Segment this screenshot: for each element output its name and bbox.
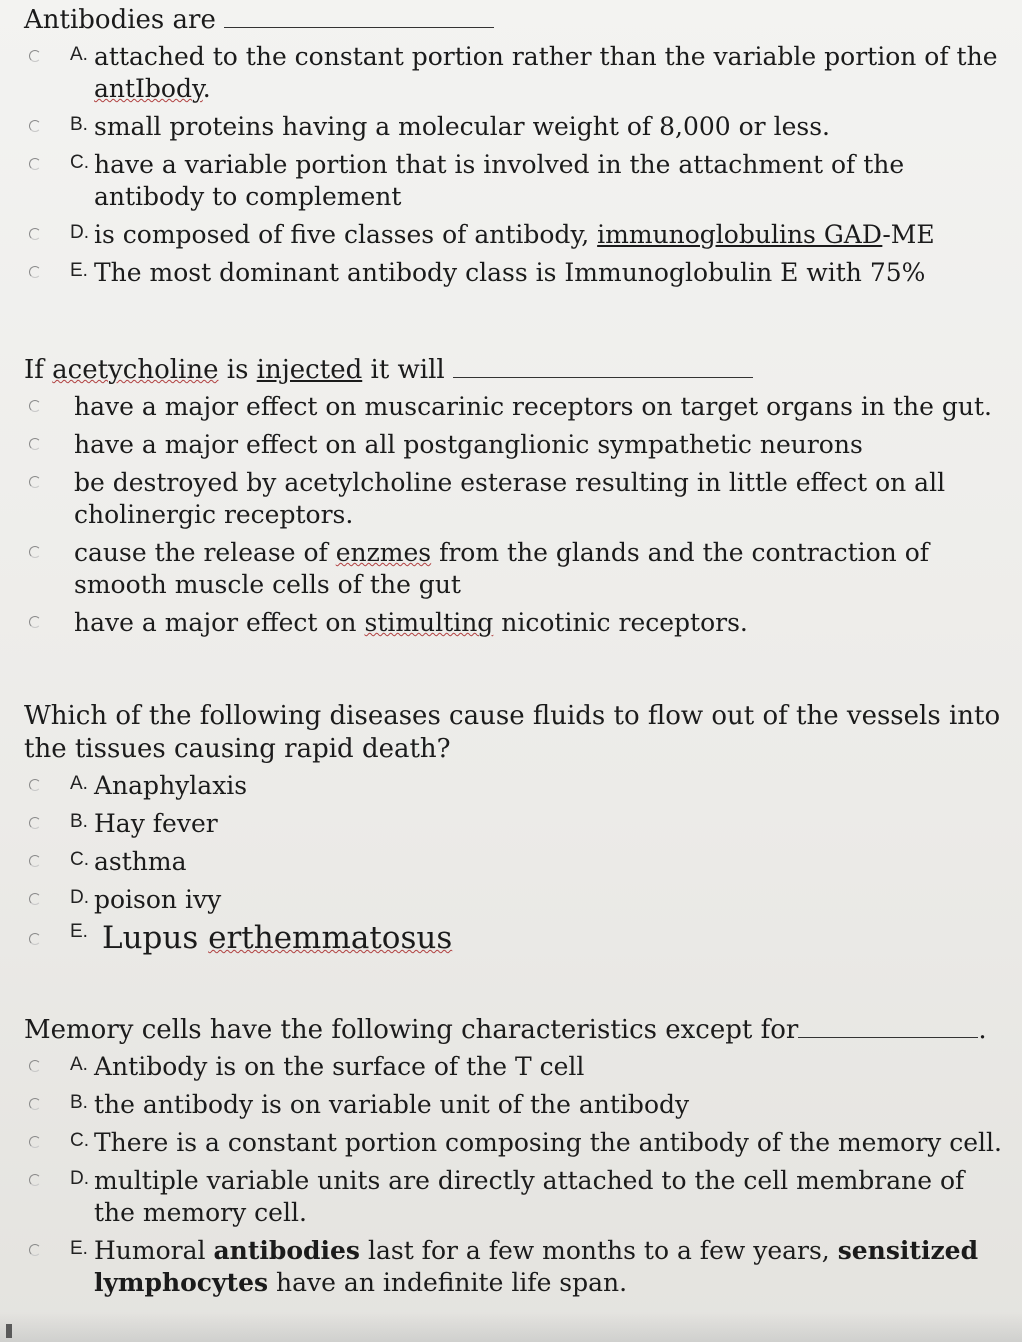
answer-blank [798, 1017, 978, 1038]
radio-button[interactable] [29, 120, 41, 132]
q4-option-a[interactable]: A. Antibody is on the surface of the T cell [24, 1051, 1002, 1083]
q3-option-b[interactable]: B. Hay fever [24, 808, 1002, 840]
answer-blank [453, 357, 753, 378]
question-2-text: If acetycholine is injected it will [24, 354, 1002, 387]
radio-button[interactable] [29, 855, 41, 867]
q4-option-d[interactable]: D. multiple variable units are directly attached to the cell membrane of the memory cell. [24, 1165, 1002, 1229]
q3-option-e[interactable]: E. Lupus erthemmatosus [24, 922, 1002, 954]
q4-option-c[interactable]: C. There is a constant portion composing the antibody of the memory cell. [24, 1127, 1002, 1159]
question-3-text: Which of the following diseases cause fluids to flow out of the vessels into the tissues causing rapid death? [24, 701, 1001, 764]
radio-button[interactable] [29, 893, 41, 905]
radio-button[interactable] [29, 438, 41, 450]
radio-button[interactable] [29, 158, 41, 170]
radio-button[interactable] [29, 228, 41, 240]
q2-option-3[interactable]: be destroyed by acetylcholine esterase resulting in little effect on all cholinergic receptors. [24, 467, 1002, 531]
radio-button[interactable] [29, 779, 41, 791]
q2-option-5[interactable]: have a major effect on stimulting nicotinic receptors. [24, 607, 1002, 639]
radio-button[interactable] [29, 1098, 41, 1110]
radio-button[interactable] [29, 1174, 41, 1186]
q1-option-c[interactable]: C. have a variable portion that is involved in the attachment of the antibody to complement [24, 149, 1002, 213]
q2-option-4[interactable]: cause the release of enzmes from the glands and the contraction of smooth muscle cells of the gut [24, 537, 1002, 601]
q2-option-2[interactable]: have a major effect on all postganglionic sympathetic neurons [24, 429, 1002, 461]
question-1-options [24, 41, 1002, 289]
radio-button[interactable] [29, 1136, 41, 1148]
q3-option-c[interactable]: C. asthma [24, 846, 1002, 878]
radio-button[interactable] [29, 616, 41, 628]
question-4-options [24, 1051, 1002, 1299]
q1-option-e[interactable]: E. The most dominant antibody class is Immunoglobulin E with 75% [24, 257, 1002, 289]
radio-button[interactable] [29, 546, 41, 558]
question-3-options [24, 770, 1002, 954]
question-4-text: Memory cells have the following characteristics except for . [24, 1015, 987, 1045]
corner-mark [6, 1324, 12, 1338]
q4-option-b[interactable]: B. the antibody is on variable unit of the antibody [24, 1089, 1002, 1121]
radio-button[interactable] [29, 817, 41, 829]
radio-button[interactable] [29, 1244, 41, 1256]
q3-option-a[interactable]: A. Anaphylaxis [24, 770, 1002, 802]
question-3 [24, 700, 1002, 960]
question-1-text: Antibodies are [24, 4, 1002, 37]
q1-option-b[interactable]: B. small proteins having a molecular weight of 8,000 or less. [24, 111, 1002, 143]
question-1 [24, 4, 1002, 295]
q4-option-e[interactable]: E. Humoral antibodies last for a few months to a few years, sensitized lymphocytes have an indefinite life span. [24, 1235, 1002, 1299]
screen-edge [0, 1312, 1022, 1342]
question-2-options [24, 391, 1002, 639]
radio-button[interactable] [29, 50, 41, 62]
q3-option-d[interactable]: D. poison ivy [24, 884, 1002, 916]
q1-option-d[interactable]: D. is composed of five classes of antibody, immunoglobulins GAD-ME [24, 219, 1002, 251]
radio-button[interactable] [29, 933, 41, 945]
q1-option-a[interactable]: A. attached to the constant portion rather than the variable portion of the antIbody. [24, 41, 1002, 105]
radio-button[interactable] [29, 1060, 41, 1072]
answer-blank [224, 7, 494, 28]
radio-button[interactable] [29, 476, 41, 488]
question-4 [24, 1014, 1002, 1305]
question-2 [24, 354, 1002, 645]
q2-option-1[interactable]: have a major effect on muscarinic receptors on target organs in the gut. [24, 391, 1002, 423]
radio-button[interactable] [29, 266, 41, 278]
radio-button[interactable] [29, 400, 41, 412]
